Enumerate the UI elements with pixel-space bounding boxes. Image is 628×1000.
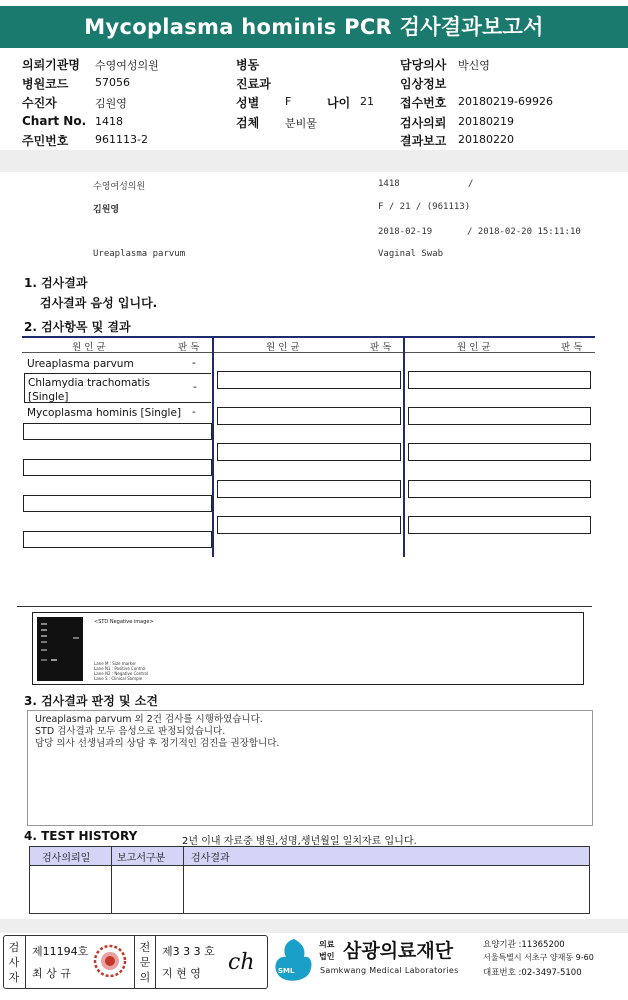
patient-label: 수진자 <box>22 96 57 110</box>
org-phone: 대표번호 :02-3497-5100 <box>483 968 582 978</box>
result-row <box>24 406 211 422</box>
inspector-name: 최 상 규 <box>32 967 71 980</box>
empty-cell <box>23 531 212 548</box>
inspector-number: 제11194호 <box>32 945 89 958</box>
doctor-value: 박신영 <box>458 59 490 72</box>
chart-value: 1418 <box>95 115 123 128</box>
clinical-label: 임상정보 <box>400 77 447 91</box>
empty-cell <box>408 371 591 389</box>
request-value: 20180219 <box>458 115 514 128</box>
ward-label: 병동 <box>236 58 260 72</box>
report-label: 결과보고 <box>400 134 447 148</box>
sex-value: F <box>285 95 292 108</box>
reviewer-label: 전문의 <box>139 941 151 984</box>
empty-cell <box>408 480 591 498</box>
org-english-name: Samkwang Medical Laboratories <box>320 966 459 975</box>
result-row-name: Ureaplasma parvum <box>27 358 134 370</box>
table-divider-2 <box>403 336 405 557</box>
history-col-report-type: 보고서구분 <box>117 853 166 864</box>
col-judgment-2: 판 독 <box>370 342 392 353</box>
institution-label: 의뢰기관명 <box>22 58 80 72</box>
inspector-label: 검사자 <box>8 941 20 984</box>
institution-value: 수영여성의원 <box>95 59 159 72</box>
hospital-code-label: 병원코드 <box>22 77 69 91</box>
section1-title: 1. 검사결과 <box>24 276 88 290</box>
agency-code: 요양기관 :11365200 <box>483 940 565 950</box>
org-name: 삼광의료재단 <box>343 940 454 962</box>
org-address: 서울특별시 서초구 양재동 9-60 <box>483 953 594 962</box>
dept-label: 진료과 <box>236 77 271 91</box>
gel-legend-item: Lane N2 : Negative Control <box>94 671 149 676</box>
hospital-code-value: 57056 <box>95 76 130 89</box>
summary-sex-age: F / 21 / (961113) <box>378 202 471 212</box>
summary-chart-slash: / <box>468 179 474 189</box>
summary-clinic: 수영여성의원 <box>93 182 146 192</box>
patient-value: 김원영 <box>95 97 127 110</box>
col-pathogen-1: 원 인 균 <box>72 342 106 353</box>
opinion-box <box>27 710 593 826</box>
logo-text: SML <box>278 967 295 975</box>
sml-logo-icon <box>272 937 316 985</box>
summary-date-start: 2018-02-19 <box>378 227 433 237</box>
report-title: Mycoplasma hominis PCR 검사결과보고서 <box>0 6 628 48</box>
patient-header <box>22 56 622 151</box>
table-top-rule <box>22 336 595 338</box>
specimen-value: 분비물 <box>285 117 317 130</box>
section3-title: 3. 검사결과 판정 및 소견 <box>24 694 158 708</box>
empty-cell <box>23 423 212 440</box>
gel-legend-item: Lane S : Clinical Sample <box>94 676 143 681</box>
section1-result: 검사결과 음성 입니다. <box>40 296 158 310</box>
result-row-value: - <box>192 406 196 418</box>
empty-cell <box>217 371 401 389</box>
section-rule <box>17 606 592 607</box>
opinion-line: STD 검사결과 모두 음성으로 판정되었습니다. <box>35 726 226 737</box>
org-prefix-1: 의료 <box>319 940 335 949</box>
history-header <box>30 847 589 866</box>
chart-label: Chart No. <box>22 114 87 128</box>
col-pathogen-2: 원 인 균 <box>266 342 300 353</box>
age-value: 21 <box>360 95 374 108</box>
section2-title: 2. 검사항목 및 결과 <box>24 320 131 334</box>
result-row-name: Mycoplasma hominis [Single] <box>27 407 182 419</box>
doctor-label: 담당의사 <box>400 58 447 72</box>
result-row <box>24 357 211 373</box>
history-table <box>29 846 590 914</box>
table-divider-1 <box>212 336 214 557</box>
report-value: 20180220 <box>458 133 514 146</box>
inspector-seal-icon <box>93 944 127 978</box>
reviewer-signature: ch <box>228 950 255 975</box>
resident-label: 주민번호 <box>22 134 69 148</box>
table-header-rule <box>22 352 595 353</box>
empty-cell <box>217 516 401 534</box>
section4-title: 4. TEST HISTORY <box>24 829 138 843</box>
result-row-value: - <box>193 381 197 393</box>
footer-band <box>0 919 628 933</box>
empty-cell <box>23 459 212 476</box>
reviewer-number: 제3 3 3 호 <box>162 945 215 958</box>
summary-organism: Ureaplasma parvum <box>93 249 186 259</box>
result-row-value: - <box>192 357 196 369</box>
receipt-label: 접수번호 <box>400 96 447 110</box>
result-row <box>24 373 211 403</box>
sex-label: 성별 <box>236 96 260 110</box>
empty-cell <box>408 516 591 534</box>
summary-chart: 1418 <box>378 179 400 189</box>
gel-image-frame <box>32 612 584 685</box>
summary-date-end: / 2018-02-20 15:11:10 <box>467 227 581 237</box>
summary-specimen: Vaginal Swab <box>378 249 444 259</box>
empty-cell <box>408 407 591 425</box>
header-divider-band <box>0 150 628 172</box>
gel-caption: <STD Negative image> <box>94 619 154 625</box>
history-note: 2년 이내 자료중 병원,성명,생년월일 일치자료 입니다. <box>182 836 417 847</box>
empty-cell <box>217 480 401 498</box>
signature-block <box>3 935 268 989</box>
gel-legend-item: Lane N1 : Positive Control <box>94 666 146 671</box>
receipt-value: 20180219-69926 <box>458 95 553 108</box>
gel-image <box>37 617 83 681</box>
org-prefix-2: 법인 <box>319 952 335 961</box>
request-label: 검사의뢰 <box>400 116 447 130</box>
empty-cell <box>408 443 591 461</box>
age-label: 나이 <box>327 96 351 110</box>
resident-value: 961113-2 <box>95 133 148 146</box>
empty-cell <box>217 443 401 461</box>
empty-cell <box>23 495 212 512</box>
col-pathogen-3: 원 인 균 <box>457 342 491 353</box>
col-judgment-1: 판 독 <box>178 342 200 353</box>
summary-patient: 김원영 <box>93 205 120 215</box>
gel-legend <box>94 661 148 681</box>
opinion-line: 담당 의사 선생님과의 상담 후 정기적인 검진을 권장합니다. <box>35 738 280 749</box>
gel-legend-item: Lane M : Size marker <box>94 661 137 666</box>
result-row-name: Chlamydia trachomatis [Single] <box>28 377 151 403</box>
opinion-line: Ureaplasma parvum 외 2건 검사를 시행하였습니다. <box>35 714 263 725</box>
reviewer-name: 지 현 영 <box>162 967 201 980</box>
specimen-label: 검체 <box>236 116 260 130</box>
history-col-result: 검사결과 <box>191 853 230 864</box>
empty-cell <box>217 407 401 425</box>
history-col-request-date: 검사의뢰일 <box>42 853 91 864</box>
col-judgment-3: 판 독 <box>561 342 583 353</box>
